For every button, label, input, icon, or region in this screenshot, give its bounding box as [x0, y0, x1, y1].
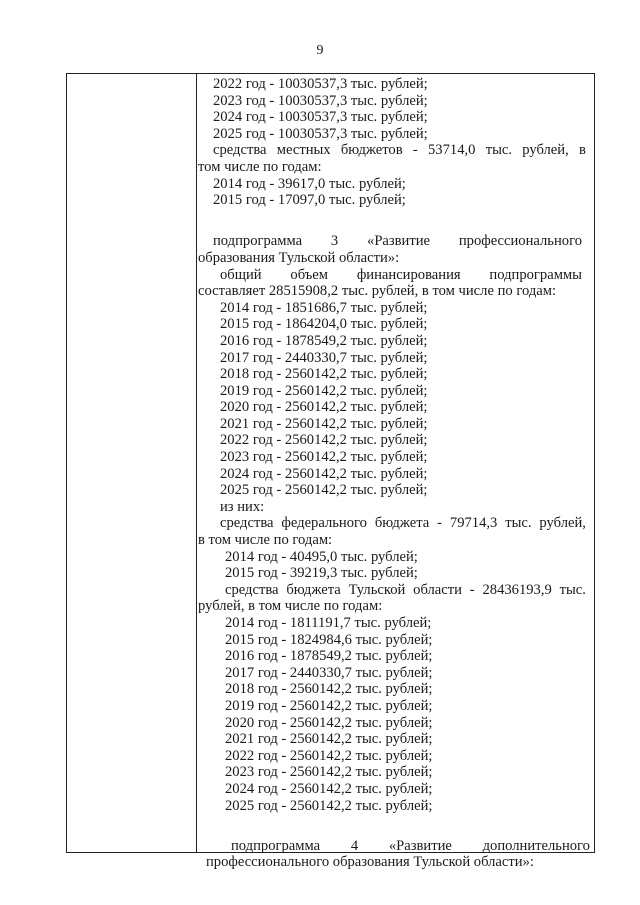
table-left-column: [67, 74, 197, 852]
year-line: 2020 год - 2560142,2 тыс. рублей;: [225, 714, 433, 731]
subprogram-3-total-cont: составляет 28515908,2 тыс. рублей, в том числе по годам:: [198, 283, 557, 300]
local-budget-cont: том числе по годам:: [198, 158, 322, 175]
year-line: 2016 год - 1878549,2 тыс. рублей;: [225, 648, 433, 665]
year-line: 2018 год - 2560142,2 тыс. рублей;: [220, 366, 428, 383]
year-line: 2022 год - 10030537,3 тыс. рублей;: [213, 76, 428, 92]
year-line: 2015 год - 1824984,6 тыс. рублей;: [225, 631, 433, 648]
year-line: 2019 год - 2560142,2 тыс. рублей;: [220, 382, 428, 399]
year-line: 2022 год - 2560142,2 тыс. рублей;: [225, 747, 433, 764]
year-line: 2014 год - 40495,0 тыс. рублей;: [225, 548, 418, 565]
year-line: 2014 год - 1851686,7 тыс. рублей;: [220, 299, 428, 316]
year-line: 2016 год - 1878549,2 тыс. рублей;: [220, 332, 428, 349]
subprogram-3-title-cont: образования Тульской области»:: [198, 249, 400, 266]
regional-budget-cont: рублей, в том числе по годам:: [198, 598, 383, 615]
year-line: 2023 год - 2560142,2 тыс. рублей;: [225, 764, 433, 781]
local-budget-line: средства местных бюджетов - 53714,0 тыс. рублей, в: [213, 142, 586, 159]
year-line: 2023 год - 10030537,3 тыс. рублей;: [213, 92, 428, 109]
year-line: 2025 год - 2560142,2 тыс. рублей;: [220, 482, 428, 499]
year-line: 2023 год - 2560142,2 тыс. рублей;: [220, 449, 428, 466]
year-line: 2017 год - 2440330,7 тыс. рублей;: [225, 664, 433, 681]
page-number: 9: [316, 43, 324, 58]
year-line: 2025 год - 2560142,2 тыс. рублей;: [225, 797, 433, 814]
year-line: 2020 год - 2560142,2 тыс. рублей;: [220, 399, 428, 416]
subprogram-4-title-cont: профессионального образования Тульской области»:: [206, 854, 534, 871]
year-line: 2017 год - 2440330,7 тыс. рублей;: [220, 349, 428, 366]
year-line: 2021 год - 2560142,2 тыс. рублей;: [220, 415, 428, 432]
year-line: 2019 год - 2560142,2 тыс. рублей;: [225, 697, 433, 714]
year-line: 2018 год - 2560142,2 тыс. рублей;: [225, 681, 433, 698]
year-line: 2015 год - 39219,3 тыс. рублей;: [225, 565, 418, 582]
year-line: 2014 год - 1811191,7 тыс. рублей;: [225, 615, 432, 631]
subprogram-3-total: общий объем финансирования подпрограммы: [220, 266, 582, 283]
regional-budget-line: средства бюджета Тульской области - 28436193,9 тыс.: [225, 581, 586, 598]
year-line: 2022 год - 2560142,2 тыс. рублей;: [220, 432, 428, 449]
subprogram-3-title: подпрограмма 3 «Развитие профессионального: [213, 233, 582, 250]
year-line: 2014 год - 39617,0 тыс. рублей;: [213, 175, 406, 192]
year-line: 2025 год - 10030537,3 тыс. рублей;: [213, 125, 428, 142]
year-line: 2021 год - 2560142,2 тыс. рублей;: [225, 731, 433, 748]
table-right-column: [198, 76, 590, 871]
of-them-label: из них:: [220, 498, 265, 515]
year-line: 2024 год - 2560142,2 тыс. рублей;: [220, 465, 428, 482]
year-line: 2015 год - 17097,0 тыс. рублей;: [213, 192, 406, 209]
year-line: 2024 год - 2560142,2 тыс. рублей;: [225, 780, 433, 797]
year-line: 2015 год - 1864204,0 тыс. рублей;: [220, 316, 428, 333]
program-table: [66, 73, 595, 871]
year-line: 2024 год - 10030537,3 тыс. рублей;: [213, 109, 428, 126]
federal-budget-line: средства федерального бюджета - 79714,3 тыс. рублей,: [220, 515, 586, 532]
subprogram-4-title: подпрограмма 4 «Развитие дополнительного: [231, 837, 590, 854]
federal-budget-cont: в том числе по годам:: [198, 532, 333, 549]
